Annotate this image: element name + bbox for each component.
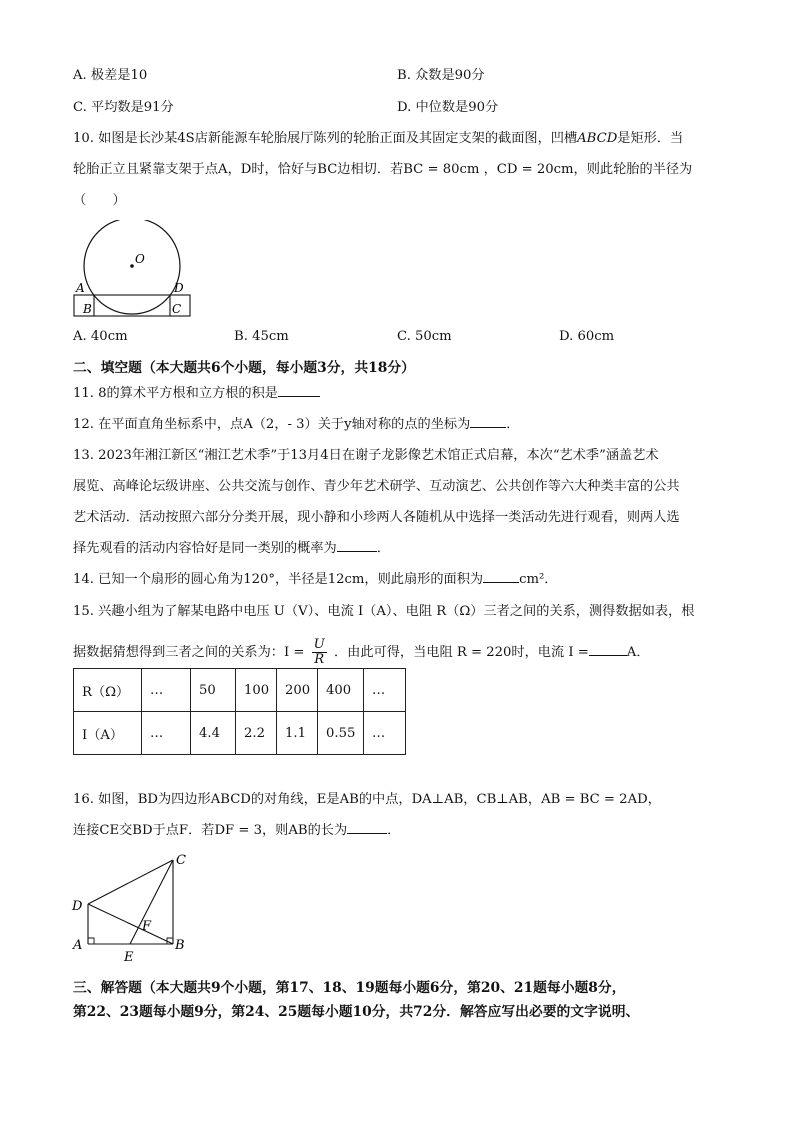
segment-dc (88, 860, 173, 904)
table-row (74, 712, 406, 755)
table-cell: 400 (318, 669, 364, 712)
q10-line1: 10. 如图是长沙某4S店新能源车轮胎展厅陈列的轮胎正面及其固定支架的截面图，凹槽ABCD是矩形．当 (73, 131, 684, 146)
q16-line1: 16. 如图，BD为四边形ABCD的对角线，E是AB的中点，DA⊥AB，CB⊥AB，AB = BC = 2AD， (73, 792, 661, 807)
label-b: B (83, 302, 92, 316)
table-cell: 4.4 (191, 712, 236, 755)
table-cell: … (364, 712, 406, 755)
q9-option-c: C. 平均数是91分 (73, 100, 174, 115)
right-angle-a (88, 938, 94, 944)
table-cell: I（A） (74, 712, 142, 755)
q14-text: 14. 已知一个扇形的圆心角为120°，半径是12cm，则此扇形的面积为 cm²． (73, 572, 558, 587)
label-d: D (72, 899, 83, 914)
table-cell: … (142, 712, 191, 755)
table-cell: 50 (191, 669, 236, 712)
q9-option-a: A. 极差是10 (73, 68, 148, 83)
label-c: C (172, 302, 182, 316)
label-d: D (174, 281, 184, 295)
segment-bd (88, 904, 173, 944)
q13-line2: 展览、高峰论坛级讲座、公共交流与创作、青少年艺术研学、互动演艺、公共创作等六大种类丰富的公共 (73, 479, 680, 494)
q15-line2: 据数据猜想得到三者之间的关系为：I = $\frac{U}{R}$ ．由此可得，当电阻 R = 220时，电流 I = A． (73, 637, 650, 667)
q10-line2: 轮胎正立且紧靠支架于点A，D时，恰好与BC边相切．若BC = 80cm ，CD = 20cm，则此轮胎的半径为 (73, 162, 693, 177)
q10-option-a: A. 40cm (73, 329, 128, 344)
q16-quadrilateral-figure (70, 850, 195, 968)
q16-line2: 连接CE交BD于点F．若DF = 3，则AB的长为 ． (73, 823, 401, 838)
label-b: B (175, 938, 185, 953)
table-cell: 2.2 (236, 712, 277, 755)
label-o: O (135, 252, 145, 266)
q13-line1: 13. 2023年湘江新区“湘江艺术季”于13月4日在谢子龙影像艺术馆正式启幕，本次“艺术季”涵盖艺术 (73, 448, 659, 463)
q10-tire-figure (70, 220, 195, 320)
section2-heading: 二、填空题（本大题共6个小题，每小题3分，共18分） (73, 360, 415, 376)
table-cell: 1.1 (277, 712, 318, 755)
segment-ce (130, 860, 173, 944)
label-c: C (176, 853, 186, 868)
center-point (130, 264, 134, 268)
label-a: A (76, 281, 85, 295)
q10-option-d: D. 60cm (559, 329, 615, 344)
q15-data-table (73, 668, 406, 755)
q10-line3: （ ） (73, 193, 126, 208)
section3-heading-line1: 三、解答题（本大题共9个小题，第17、18、19题每小题6分，第20、21题每小题8分， (73, 980, 626, 996)
q13-line3: 艺术活动．活动按照六部分分类开展，现小静和小珍两人各随机从中选择一类活动先进行观看，则两人选 (73, 510, 680, 525)
table-row (74, 669, 406, 712)
q15-fraction: $\frac{U}{R}$ (313, 637, 325, 667)
table-cell: 200 (277, 669, 318, 712)
label-e: E (124, 950, 134, 965)
q11-text: 11. 8的算术平方根和立方根的积是 (73, 385, 320, 403)
q15-line1: 15. 兴趣小组为了解某电路中电压 U（V）、电流 I（A）、电阻 R（Ω）三者之间的关系，测得数据如表，根 (73, 604, 695, 619)
table-cell: 0.55 (318, 712, 364, 755)
q9-option-d: D. 中位数是90分 (397, 100, 499, 115)
table-cell: 100 (236, 669, 277, 712)
q13-line4: 择先观看的活动内容恰好是同一类别的概率为 ． (73, 541, 390, 556)
table-cell: R（Ω） (74, 669, 142, 712)
label-f: F (142, 919, 152, 934)
label-a: A (73, 938, 83, 953)
section3-heading-line2: 第22、23题每小题9分，第24、25题每小题10分，共72分．解答应写出必要的文字说明、 (73, 1004, 640, 1020)
q9-option-b: B. 众数是90分 (397, 68, 485, 83)
table-cell: … (364, 669, 406, 712)
q10-option-c: C. 50cm (397, 329, 452, 344)
table-cell: … (142, 669, 191, 712)
q10-option-b: B. 45cm (234, 329, 289, 344)
q12-text: 12. 在平面直角坐标系中，点A（2，- 3）关于y轴对称的点的坐标为 ． (73, 417, 520, 432)
